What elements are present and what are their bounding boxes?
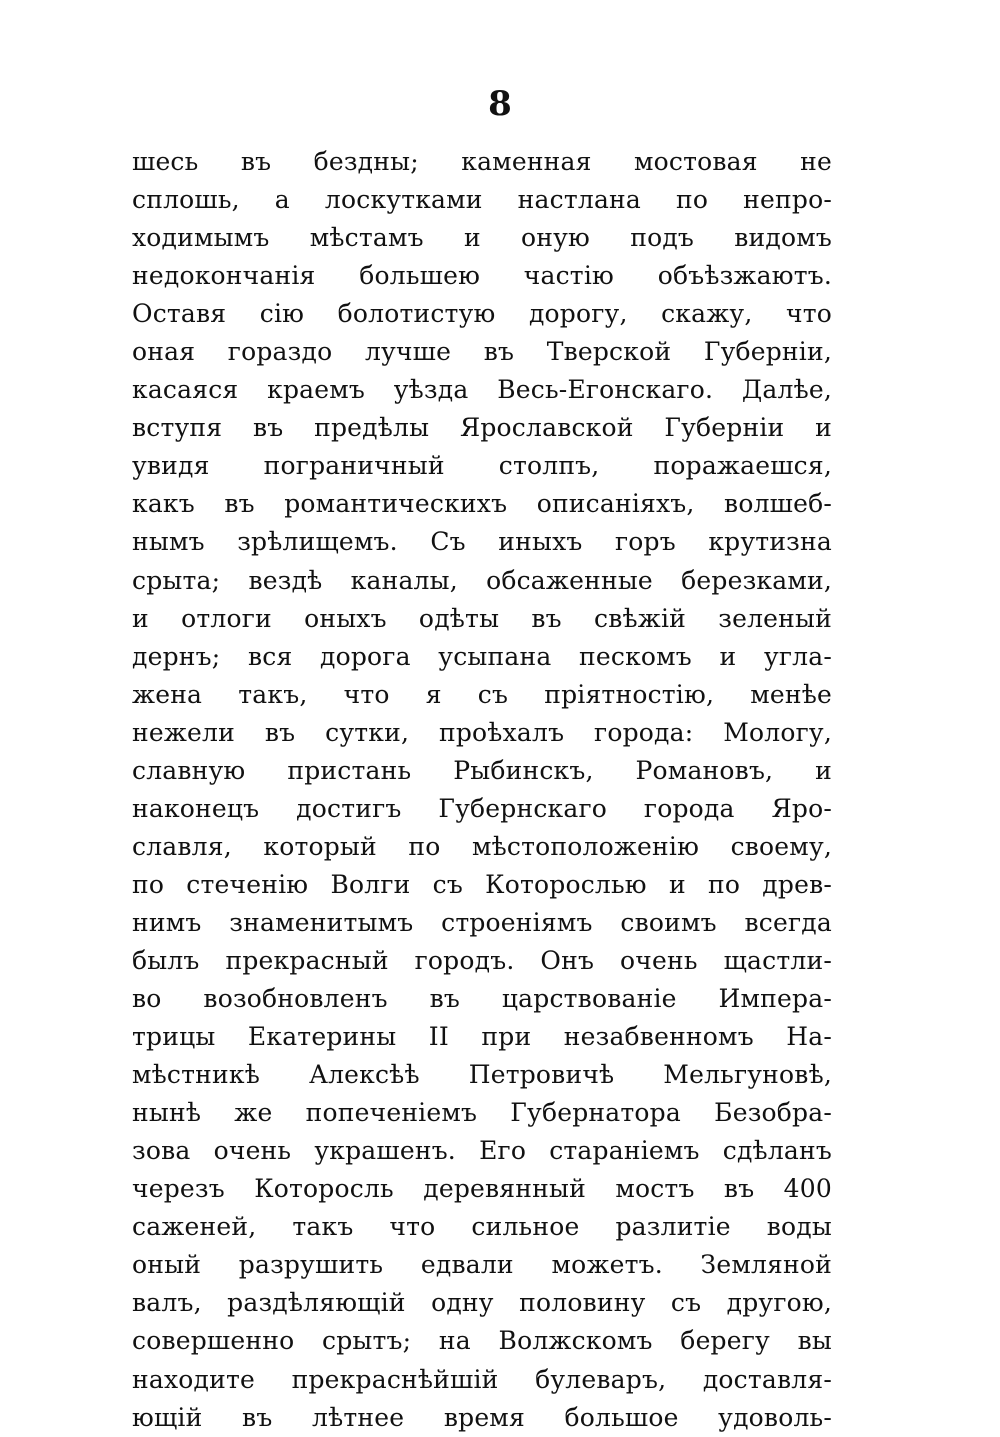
text-line-1: шесь въ бездны; каменная мостовая не — [132, 147, 832, 176]
text-line-7: касаяся краемъ уѣзда Весь-Егонскаго. Далѣе, — [132, 375, 832, 405]
text-line-27: зова очень украшенъ. Его стараніемъ сдѣланъ — [132, 1136, 832, 1166]
text-line-8: вступя въ предѣлы Ярославской Губерніи и — [132, 413, 832, 443]
text-line-9: увидя пограничный столпъ, поражаешся, — [132, 451, 832, 481]
text-line-25: мѣстникѣ Алексѣѣ Петровичѣ Мельгуновѣ, — [132, 1060, 832, 1090]
text-line-33: находите прекраснѣйшій булеваръ, доставля- — [132, 1364, 832, 1394]
text-line-20: по стеченію Волги съ Которослью и по древ- — [132, 869, 832, 899]
text-line-34: ющій въ лѣтнее время большое удоволь- — [132, 1402, 832, 1432]
text-line-5: Оставя сію болотистую дорогу, скажу, что — [132, 299, 832, 329]
text-line-21: нимъ знаменитымъ строеніямъ своимъ всегда — [132, 907, 832, 937]
text-line-17: славную пристань Рыбинскъ, Романовъ, и — [132, 755, 832, 785]
text-line-12: срыта; вездѣ каналы, обсаженные березками, — [132, 565, 832, 595]
text-line-15: жена такъ, что я съ пріятностію, менѣе — [132, 679, 832, 709]
text-line-14: дернъ; вся дорога усыпана пескомъ и угла- — [132, 641, 832, 671]
text-line-3: ходимымъ мѣстамъ и оную подъ видомъ — [132, 223, 832, 253]
text-line-6: оная гораздо лучше въ Тверской Губерніи, — [132, 337, 832, 367]
page-number: 8 — [488, 84, 512, 124]
text-line-4: недокончанія большею частію объѣзжаютъ. — [132, 261, 832, 291]
text-line-24: трицы Екатерины II при незабвенномъ На- — [132, 1022, 832, 1052]
text-line-26: нынѣ же попеченіемъ Губернатора Безобра- — [132, 1098, 832, 1128]
text-line-23: во возобновленъ въ царствованіе Импера- — [132, 984, 832, 1014]
text-line-28: черезъ Которосль деревянный мостъ въ 400 — [132, 1174, 832, 1204]
text-line-2: сплошь, а лоскутками настлана по непро- — [132, 185, 832, 215]
page-text — [132, 143, 832, 1437]
text-line-31: валъ, раздѣляющій одну половину съ другою, — [132, 1288, 832, 1318]
text-line-18: наконецъ достигъ Губернскаго города Яро- — [132, 793, 832, 823]
text-line-11: нымъ зрѣлищемъ. Съ иныхъ горъ крутизна — [132, 527, 832, 557]
text-line-19: славля, который по мѣстоположенію своему, — [132, 831, 832, 861]
text-line-30: оный разрушить едвали можетъ. Земляной — [132, 1250, 832, 1280]
text-line-16: нежели въ сутки, проѣхалъ города: Мологу, — [132, 717, 832, 747]
text-line-32: совершенно срытъ; на Волжскомъ берегу вы — [132, 1326, 832, 1356]
text-line-22: былъ прекрасный городъ. Онъ очень щастли- — [132, 945, 832, 975]
text-line-29: саженей, такъ что сильное разлитіе воды — [132, 1212, 832, 1242]
text-line-10: какъ въ романтическихъ описаніяхъ, волшеб- — [132, 489, 832, 519]
text-line-13: и отлоги оныхъ одѣты въ свѣжій зеленый — [132, 603, 832, 633]
